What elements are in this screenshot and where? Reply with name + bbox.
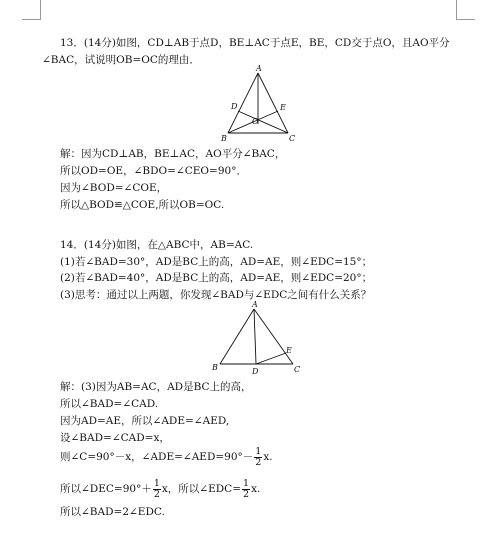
solution-text: x. — [251, 483, 261, 495]
label-o: O — [252, 117, 259, 126]
fraction-one-half — [242, 479, 250, 500]
problem-14-statement-line1: 14．(14分)如图，在△ABC中，AB=AC. — [60, 239, 254, 251]
label-b: B — [212, 363, 218, 372]
fraction-one-half — [254, 447, 262, 468]
label-d: D — [231, 102, 238, 111]
segment-ad — [254, 309, 256, 364]
problem-14-part3: (3)思考：通过以上两题，你发现∠BAD与∠EDC之间有什么关系？ — [60, 289, 372, 301]
problem-13-solution-line3: 因为∠BOD=∠COE， — [60, 182, 168, 194]
problem-13-solution-line1: 解：因为CD⊥AB，BE⊥AC，AO平分∠BAC， — [60, 148, 286, 160]
fraction-numerator: 1 — [255, 445, 262, 457]
segment-ab — [220, 309, 254, 364]
solution-text: x. — [263, 451, 273, 463]
segment-de — [256, 353, 286, 364]
problem-14-solution-line1: 解：(3)因为AB=AC，AD是BC上的高， — [60, 381, 252, 393]
problem-13-statement-line1: 13．(14分)如图，CD⊥AB于点D，BE⊥AC于点E，BE，CD交于点O，且AO平分 — [60, 37, 450, 49]
solution-text: x，所以∠EDC= — [161, 483, 242, 495]
fraction-denominator: 2 — [153, 488, 160, 500]
label-c: C — [289, 134, 296, 143]
fraction-numerator: 1 — [243, 477, 250, 489]
solution-text: 所以∠DEC=90°＋ — [60, 483, 152, 495]
label-e: E — [280, 103, 286, 112]
label-a: A — [252, 300, 258, 309]
label-a: A — [256, 64, 262, 73]
problem-14-solution-line2: 所以∠BAD=∠CAD. — [60, 398, 159, 410]
fraction-denominator: 2 — [243, 488, 250, 500]
crop-mark-top-left-v — [40, 0, 41, 20]
problem-13-solution-line2: 所以OD=OE，∠BDO=∠CEO=90°． — [60, 165, 247, 177]
fraction-denominator: 2 — [255, 456, 262, 468]
problem-14-part1: (1)若∠BAD=30°，AD是BC上的高，AD=AE，则∠EDC=15°； — [60, 256, 373, 268]
label-c: C — [294, 365, 301, 374]
label-d: D — [252, 367, 259, 376]
problem-14-part2: (2)若∠BAD=40°，AD是BC上的高，AD=AE，则∠EDC=20°； — [60, 272, 373, 284]
crop-mark-top-left-h — [22, 19, 41, 20]
problem-14-solution-line4: 设∠BAD=∠CAD=x， — [60, 432, 170, 444]
fraction-numerator: 1 — [153, 477, 160, 489]
solution-text: 则∠C=90°－x，∠ADE=∠AED=90°－ — [60, 451, 254, 463]
problem-14-solution-line3: 因为AD=AE，所以∠ADE=∠AED, — [60, 415, 230, 427]
fraction-one-half — [153, 479, 161, 500]
label-b: B — [221, 134, 227, 143]
problem-13-figure — [213, 64, 303, 144]
crop-mark-top-right-v — [456, 0, 457, 20]
crop-mark-top-right-h — [456, 19, 475, 20]
problem-13-solution-line4: 所以△BOD≌△COE,所以OB=OC. — [60, 199, 225, 211]
segment-ac — [254, 309, 293, 364]
problem-14-solution-line7: 所以∠BAD=2∠EDC. — [60, 506, 165, 518]
problem-14-figure — [208, 300, 304, 380]
label-e: E — [286, 346, 292, 355]
segment-cd — [238, 111, 288, 133]
problem-14-solution-line5 — [60, 446, 273, 468]
problem-14-solution-line6 — [60, 478, 260, 500]
problem-13-statement-line2: ∠BAC，试说明OB=OC的理由． — [42, 54, 200, 66]
